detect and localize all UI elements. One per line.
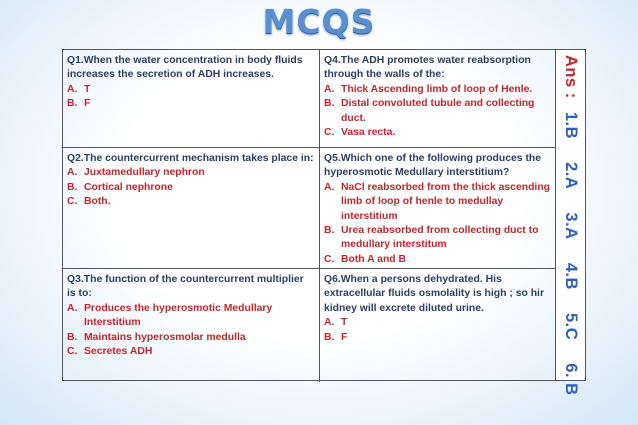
option-text: Distal convoluted tubule and collecting duct. <box>341 98 535 124</box>
answer-option <box>67 345 315 359</box>
option-text: NaCl reabsorbed from the thick ascending limb of loop of henle to medullay interstitium <box>341 181 551 222</box>
option-letter: A. <box>67 302 78 314</box>
question-text: Q5.Which one of the following produces the hyperosmotic Medullary interstitium? <box>324 153 542 179</box>
answers-key <box>561 55 580 414</box>
option-letter: A. <box>324 317 335 329</box>
question-text: Q3.The function of the countercurrent multiplier is to: <box>67 274 304 300</box>
answer-option <box>324 83 553 97</box>
option-text: Both A and B <box>341 253 407 265</box>
option-text: Both. <box>84 196 111 208</box>
question-cell-3 <box>63 269 320 382</box>
option-letter: B. <box>324 331 335 343</box>
option-text: F <box>341 331 348 343</box>
option-text: Vasa recta. <box>341 127 396 139</box>
answer-option <box>324 126 553 140</box>
question-text: Q4.The ADH promotes water reabsorption through the walls of the: <box>324 55 531 81</box>
question-cell-5 <box>320 148 557 269</box>
slide-title: MCQS <box>262 2 376 41</box>
option-letter: A. <box>67 167 78 179</box>
answer-item: 3.A <box>562 212 580 240</box>
option-letter: C. <box>324 253 335 265</box>
question-cell-4 <box>320 50 557 148</box>
answer-option <box>67 181 315 195</box>
answer-item: 4.B <box>562 262 580 290</box>
option-letter: A. <box>67 83 78 95</box>
option-text: Secretes ADH <box>84 346 153 358</box>
option-text: F <box>84 98 91 110</box>
answer-option <box>67 195 315 209</box>
option-letter: B. <box>324 225 335 237</box>
question-text: Q6.When a persons dehydrated. His extracellular fluids osmolality is high ; so hir kidney will excrete diluted urine. <box>324 274 544 314</box>
answer-option <box>67 83 315 97</box>
question-cell-1 <box>63 50 320 148</box>
option-text: T <box>341 317 348 329</box>
answer-option <box>324 331 553 345</box>
option-letter: C. <box>67 196 78 208</box>
answer-option <box>324 181 553 224</box>
answer-item: 5.C <box>562 312 580 341</box>
option-letter: B. <box>67 331 78 343</box>
option-text: Produces the hyperosmotic Medullary Interstitium <box>84 302 273 329</box>
questions-table <box>62 49 556 381</box>
option-text: Thick Ascending limb of loop of Henle. <box>341 83 533 95</box>
option-text: Juxtamedullary nephron <box>84 167 205 179</box>
option-text: Maintains hyperosmolar medulla <box>84 331 246 343</box>
answer-item: 2.A <box>562 162 580 190</box>
option-text: Urea reabsorbed from collecting duct to medullary interstitum <box>341 225 539 251</box>
option-letter: A. <box>324 83 335 95</box>
answer-option <box>324 316 553 330</box>
option-text: T <box>84 83 91 95</box>
answer-option <box>67 331 315 345</box>
answers-label: Ans : <box>562 55 580 99</box>
option-letter: B. <box>67 98 78 110</box>
option-letter: B. <box>67 181 78 193</box>
option-letter: C. <box>67 346 78 358</box>
answer-item: 6. B <box>562 363 580 396</box>
question-text: Q2.The countercurrent mechanism takes place in: <box>67 153 314 164</box>
answer-option <box>324 224 553 253</box>
answer-option <box>67 97 315 111</box>
question-cell-6 <box>320 269 557 382</box>
option-text: Cortical nephrone <box>84 181 173 193</box>
answer-option <box>67 166 315 180</box>
answer-option <box>324 97 553 126</box>
question-cell-2 <box>63 148 320 269</box>
question-text: Q1.When the water concentration in body fluids increases the secretion of ADH increases. <box>67 55 303 81</box>
answer-option <box>324 253 553 267</box>
option-letter: B. <box>324 98 335 110</box>
answer-item: 1.B <box>562 111 580 140</box>
answer-option <box>67 302 315 331</box>
option-letter: A. <box>324 181 335 193</box>
option-letter: C. <box>324 127 335 139</box>
